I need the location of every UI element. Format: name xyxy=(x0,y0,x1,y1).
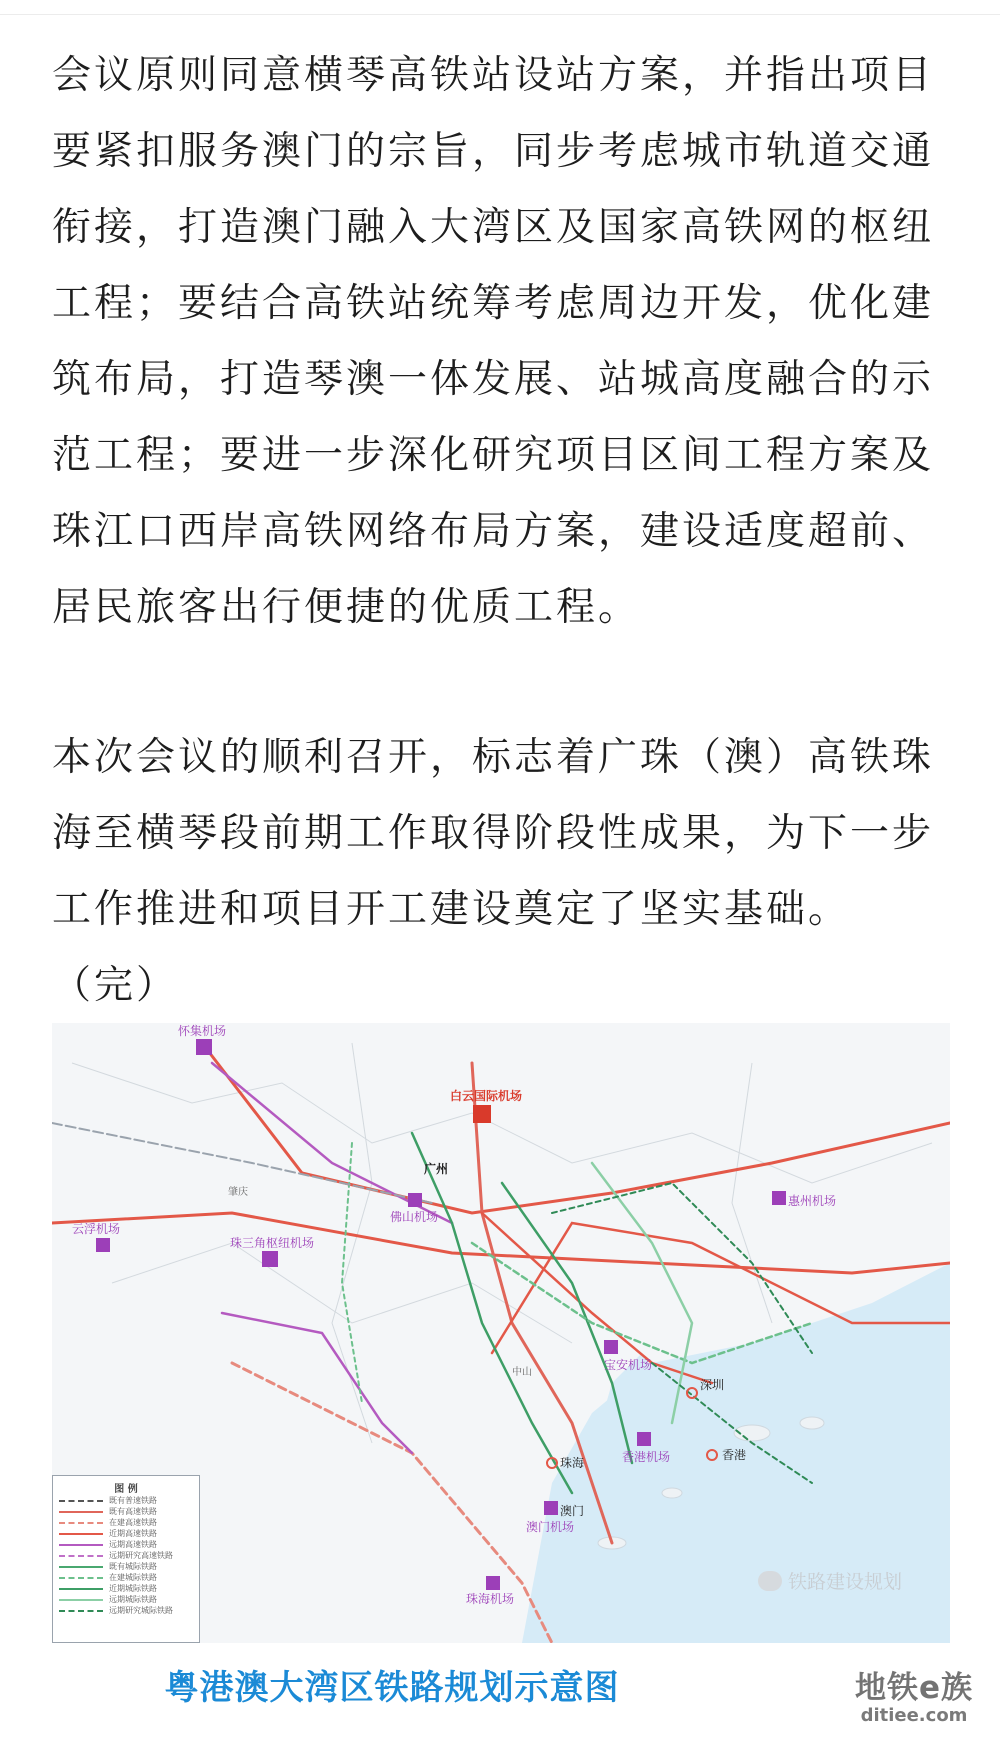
map-label: 中山 xyxy=(512,1367,532,1378)
legend-label: 既有高速铁路 xyxy=(109,1507,157,1516)
legend-item xyxy=(53,1561,199,1572)
map-label: 佛山机场 xyxy=(390,1210,439,1224)
paragraph-2 xyxy=(52,720,957,1024)
map-label: 宝安机场 xyxy=(604,1358,653,1372)
paragraph-1 xyxy=(52,38,957,646)
legend-item xyxy=(53,1506,199,1517)
legend-item xyxy=(53,1550,199,1561)
map-legend xyxy=(52,1475,200,1643)
site-logo[interactable] xyxy=(840,1662,988,1734)
legend-label: 既有普速铁路 xyxy=(109,1496,157,1505)
text-line: 工程；要结合高铁站统筹考虑周边开发，优化建 xyxy=(52,281,935,326)
legend-line-swatch xyxy=(59,1555,103,1557)
airport-icon xyxy=(96,1238,110,1252)
text-line: 范工程；要进一步深化研究项目区间工程方案及 xyxy=(52,433,935,478)
legend-line-swatch xyxy=(59,1566,103,1568)
text-line: 筑布局，打造琴澳一体发展、站城高度融合的示 xyxy=(52,357,935,402)
map-label: 澳门 xyxy=(560,1504,585,1518)
legend-item xyxy=(53,1517,199,1528)
map-label: 广州 xyxy=(424,1162,449,1176)
legend-line-swatch xyxy=(59,1610,103,1612)
airport-icon xyxy=(637,1432,651,1446)
watermark xyxy=(758,1567,902,1594)
legend-item xyxy=(53,1495,199,1506)
legend-label: 近期高速铁路 xyxy=(109,1529,157,1538)
text-line: 居民旅客出行便捷的优质工程。 xyxy=(52,585,641,630)
map-label: 惠州机场 xyxy=(788,1194,837,1208)
map-label: 肇庆 xyxy=(228,1187,248,1198)
watermark-text: 铁路建设规划 xyxy=(788,1571,903,1593)
airport-icon xyxy=(408,1193,422,1207)
legend-line-swatch xyxy=(59,1588,103,1590)
map-label: 香港 xyxy=(722,1448,747,1462)
legend-item xyxy=(53,1528,199,1539)
airport-icon xyxy=(772,1191,786,1205)
top-divider xyxy=(0,14,1000,15)
airport-icon xyxy=(486,1576,500,1590)
logo-site: ditiee.com xyxy=(860,1705,968,1726)
text-line: 本次会议的顺利召开，标志着广珠（澳）高铁珠 xyxy=(52,735,935,780)
legend-title: 图 例 xyxy=(114,1484,138,1495)
text-line: 衔接，打造澳门融入大湾区及国家高铁网的枢纽 xyxy=(52,205,935,250)
legend-label: 远期研究城际铁路 xyxy=(109,1606,173,1615)
legend-item xyxy=(53,1583,199,1594)
map-label: 珠三角枢纽机场 xyxy=(230,1236,315,1250)
airport-icon xyxy=(196,1039,212,1055)
map-label: 深圳 xyxy=(700,1378,725,1392)
article-body xyxy=(52,38,957,1024)
logo-name: 地铁e族 xyxy=(854,1670,974,1706)
map-label: 怀集机场 xyxy=(178,1024,227,1038)
airport-icon xyxy=(544,1501,558,1515)
legend-label: 在建城际铁路 xyxy=(109,1573,157,1582)
map-label: 白云国际机场 xyxy=(450,1089,523,1103)
map-label: 云浮机场 xyxy=(72,1222,121,1236)
legend-line-swatch xyxy=(59,1500,103,1502)
legend-line-swatch xyxy=(59,1522,103,1524)
text-line: 会议原则同意横琴高铁站设站方案，并指出项目 xyxy=(52,53,935,98)
legend-item xyxy=(53,1539,199,1550)
legend-label: 远期研究高速铁路 xyxy=(109,1551,173,1560)
text-line: 海至横琴段前期工作取得阶段性成果，为下一步 xyxy=(52,811,935,856)
airport-icon xyxy=(473,1105,491,1123)
airport-icon xyxy=(604,1340,618,1354)
legend-line-swatch xyxy=(59,1533,103,1535)
airport-icon xyxy=(262,1251,278,1267)
figure-caption: 粤港澳大湾区铁路规划示意图 xyxy=(164,1668,620,1708)
map-label: 香港机场 xyxy=(622,1450,671,1464)
map-label: 珠海 xyxy=(560,1456,585,1470)
legend-item xyxy=(53,1572,199,1583)
map-label: 珠海机场 xyxy=(466,1592,515,1606)
text-line: 工作推进和项目开工建设奠定了坚实基础。 xyxy=(52,887,851,932)
legend-label: 近期城际铁路 xyxy=(109,1584,157,1593)
legend-line-swatch xyxy=(59,1577,103,1579)
legend-label: 在建高速铁路 xyxy=(109,1518,157,1527)
legend-item xyxy=(53,1594,199,1605)
legend-label: 既有城际铁路 xyxy=(109,1562,157,1571)
legend-line-swatch xyxy=(59,1544,103,1546)
railway-map-figure[interactable] xyxy=(52,1023,950,1643)
legend-label: 远期高速铁路 xyxy=(109,1540,157,1549)
legend-line-swatch xyxy=(59,1599,103,1601)
legend-item xyxy=(53,1605,199,1616)
text-line: 珠江口西岸高铁网络布局方案，建设适度超前、 xyxy=(52,509,935,554)
text-line: 要紧扣服务澳门的宗旨，同步考虑城市轨道交通 xyxy=(52,129,935,174)
text-line: （完） xyxy=(52,963,179,1008)
map-label: 澳门机场 xyxy=(526,1520,575,1534)
legend-line-swatch xyxy=(59,1511,103,1513)
legend-label: 远期城际铁路 xyxy=(109,1595,157,1604)
wechat-icon xyxy=(758,1571,782,1591)
